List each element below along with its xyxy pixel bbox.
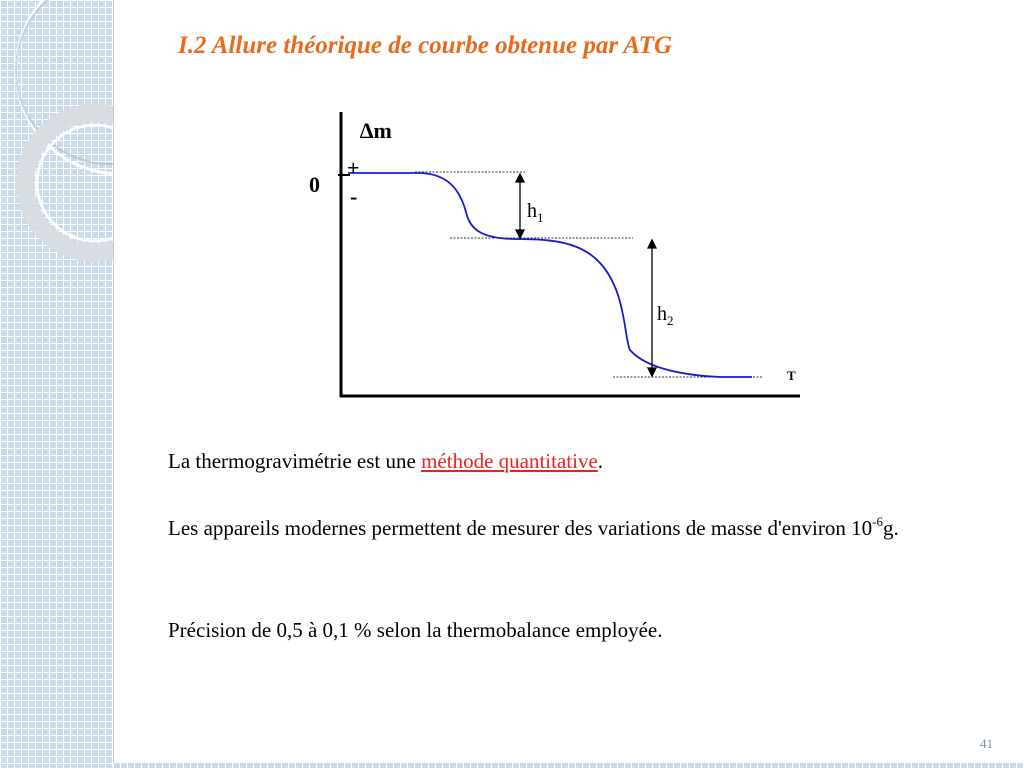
minus-label: - <box>350 184 358 209</box>
paragraph-mass-variation <box>168 512 970 545</box>
paragraph-precision: Précision de 0,5 à 0,1 % selon la thermobalance employée. <box>168 618 663 642</box>
p2-text: Les appareils modernes permettent de mesurer des variations de masse d'environ 10 <box>168 516 873 540</box>
p1-text: La thermogravimétrie est une <box>168 449 422 473</box>
decorative-rings <box>0 0 113 768</box>
p1-end: . <box>597 449 604 473</box>
decorative-sidebar <box>0 0 114 768</box>
p2-exponent: -6 <box>872 514 883 529</box>
decorative-bottom-bar <box>113 762 1024 768</box>
h1-arrow <box>516 174 524 238</box>
y-axis-label: ∆m <box>360 118 392 143</box>
tga-curve-diagram <box>300 100 810 405</box>
slide-title: I.2 Allure théorique de courbe obtenue par ATG <box>178 32 673 59</box>
zero-label: 0 <box>309 172 320 197</box>
h2-label: $h_2$ <box>657 303 674 328</box>
p2-end: g. <box>882 516 899 540</box>
quantitative-method-link[interactable]: méthode quantitative <box>421 449 598 473</box>
plus-label: + <box>347 155 360 180</box>
h1-label: $h_1$ <box>527 200 544 225</box>
x-axis-label: T <box>787 368 796 383</box>
page-number: 41 <box>980 736 993 751</box>
paragraph-quantitative-method <box>168 445 970 478</box>
mass-loss-curve <box>348 173 752 377</box>
h2-arrow <box>648 240 656 376</box>
